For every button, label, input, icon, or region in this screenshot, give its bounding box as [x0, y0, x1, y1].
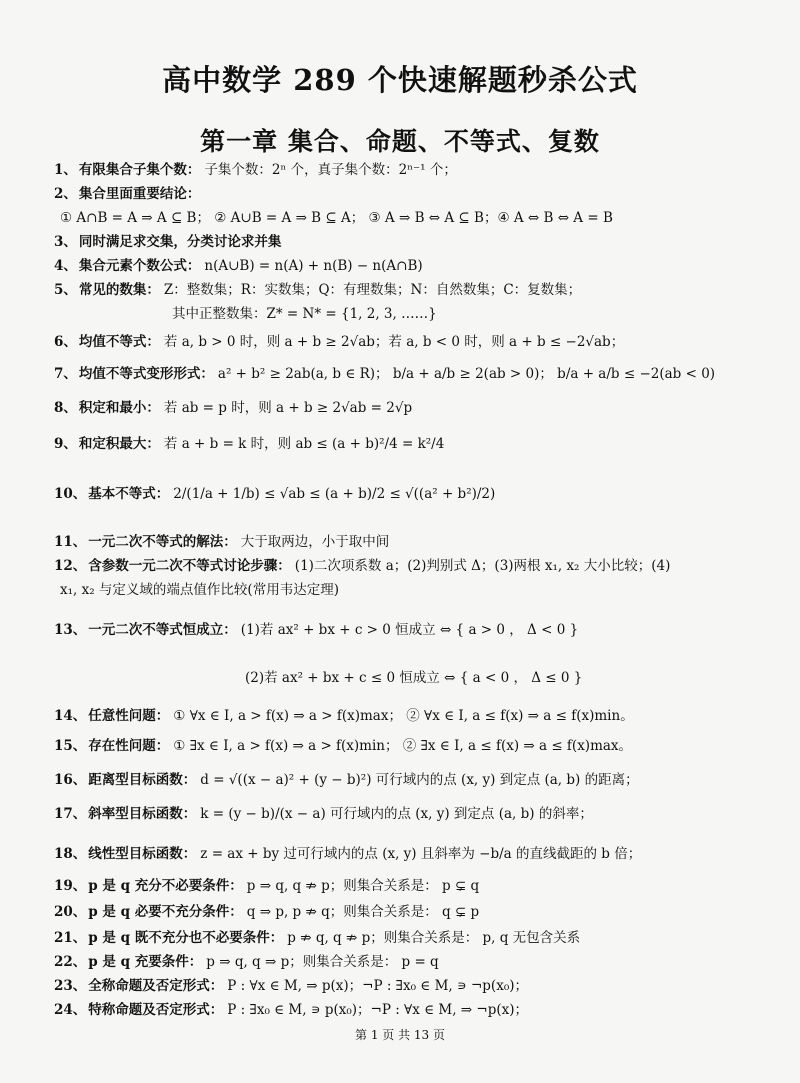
- page-title: 高中数学 289 个快速解题秒杀公式: [162, 63, 638, 97]
- item-body: ① ∃x ∈ I, a > f(x) ⇒ a > f(x)min； ② ∃x ∈ I, a ≤ f(x) ⇒ a ≤ f(x)max。: [173, 738, 633, 754]
- item-number: 16、: [54, 772, 87, 788]
- formula-line: [54, 902, 770, 922]
- item-body: 若 a + b = k 时，则 ab ≤ (a + b)²/4 = k²/4: [163, 436, 445, 452]
- item-number: 3、: [54, 234, 77, 250]
- formula-line: [54, 736, 770, 756]
- item-heading: 任意性问题：: [88, 708, 170, 724]
- item-body: 2/(1/a + 1/b) ≤ √ab ≤ (a + b)/2 ≤ √((a² + b²)/2): [173, 486, 496, 502]
- item-heading: 全称命题及否定形式：: [88, 978, 224, 994]
- item-body: k = (y − b)/(x − a) 可行域内的点 (x, y) 到定点 (a, b) 的斜率；: [200, 806, 593, 822]
- item-body: p ⇒ q, q ⇒ p；则集合关系是： p = q: [206, 954, 439, 970]
- item-body: p ⇏ q, q ⇏ p；则集合关系是： p, q 无包含关系: [287, 930, 581, 946]
- item-number: 18、: [54, 846, 87, 862]
- formula-line: [54, 706, 770, 726]
- formula-line: [54, 398, 770, 418]
- formula-line: [54, 976, 770, 996]
- formula-line: [54, 184, 770, 204]
- formula-line: [54, 364, 770, 384]
- formula-line: [54, 332, 770, 352]
- item-number: 2、: [54, 186, 77, 202]
- item-heading: p 是 q 必要不充分条件：: [88, 904, 243, 920]
- item-heading: 一元二次不等式的解法：: [88, 534, 237, 550]
- formula-line: [54, 304, 770, 324]
- formula-line: [54, 232, 770, 252]
- item-heading: 均值不等式变形形式：: [78, 366, 214, 382]
- item-body: 大于取两边，小于取中间: [240, 534, 390, 550]
- item-body: z = ax + by 过可行域内的点 (x, y) 且斜率为 −b/a 的直线截距的 b 倍；: [200, 846, 642, 862]
- item-body: a² + b² ≥ 2ab(a, b ∈ R)； b/a + a/b ≥ 2(ab > 0)； b/a + a/b ≤ −2(ab < 0): [217, 366, 716, 382]
- formula-line: [54, 928, 770, 948]
- formula-line: [54, 668, 770, 688]
- item-body: n(A∪B) = n(A) + n(B) − n(A∩B): [204, 258, 423, 274]
- item-body: Z：整数集；R：实数集；Q：有理数集；N：自然数集；C：复数集；: [163, 282, 582, 298]
- item-number: 20、: [54, 904, 87, 920]
- item-heading: 常见的数集：: [78, 282, 160, 298]
- page-footer: 第 1 页 共 13 页: [355, 1028, 445, 1042]
- item-body: 子集个数：2ⁿ 个，真子集个数：2ⁿ⁻¹ 个；: [204, 162, 457, 178]
- item-heading: 线性型目标函数：: [88, 846, 197, 862]
- item-body: (2)若 ax² + bx + c ≤ 0 恒成立 ⇔ { a < 0 ， Δ ≤ 0 }: [245, 670, 583, 686]
- item-body: x₁, x₂ 与定义域的端点值作比较(常用韦达定理): [60, 582, 339, 598]
- item-number: 24、: [54, 1002, 87, 1018]
- formula-line: [54, 160, 770, 180]
- formula-line: [54, 208, 770, 228]
- item-number: 19、: [54, 878, 87, 894]
- item-number: 5、: [54, 282, 77, 298]
- item-body: 若 ab = p 时，则 a + b ≥ 2√ab = 2√p: [163, 400, 413, 416]
- formula-line: [54, 770, 770, 790]
- item-number: 10、: [54, 486, 87, 502]
- item-number: 12、: [54, 558, 87, 574]
- item-body: d = √((x − a)² + (y − b)²) 可行域内的点 (x, y) 到定点 (a, b) 的距离；: [200, 772, 639, 788]
- formula-line: [54, 876, 770, 896]
- formula-line: [54, 280, 770, 300]
- item-heading: 有限集合子集个数：: [78, 162, 201, 178]
- item-body: ① A∩B = A ⇒ A ⊆ B； ② A∪B = A ⇒ B ⊆ A； ③ A ⇒ B ⇔ A ⊆ B；④ A ⇔ B ⇔ A = B: [60, 210, 613, 226]
- item-heading: p 是 q 充分不必要条件：: [88, 878, 243, 894]
- item-body: 其中正整数集：Z* = N* = {1, 2, 3, ……}: [172, 306, 437, 322]
- item-number: 17、: [54, 806, 87, 822]
- item-heading: 积定和最小：: [78, 400, 160, 416]
- formula-line: [54, 580, 770, 600]
- formula-line: [54, 532, 770, 552]
- item-body: 若 a, b > 0 时，则 a + b ≥ 2√ab；若 a, b < 0 时，则 a + b ≤ −2√ab；: [163, 334, 625, 350]
- item-body: P : ∀x ∈ M, ⇒ p(x)；¬P : ∃x₀ ∈ M, ∍ ¬p(x₀)；: [227, 978, 528, 994]
- formula-line: [54, 844, 770, 864]
- item-body: ① ∀x ∈ I, a > f(x) ⇒ a > f(x)max； ② ∀x ∈ I, a ≤ f(x) ⇒ a ≤ f(x)min。: [173, 708, 634, 724]
- item-body: P : ∃x₀ ∈ M, ∍ p(x₀)；¬P : ∀x ∈ M, ⇒ ¬p(x)；: [227, 1002, 528, 1018]
- item-heading: 和定积最大：: [78, 436, 160, 452]
- item-heading: 斜率型目标函数：: [88, 806, 197, 822]
- item-heading: 基本不等式：: [88, 486, 170, 502]
- chapter-heading: 第一章 集合、命题、不等式、复数: [200, 127, 600, 156]
- item-heading: 集合元素个数公式：: [78, 258, 201, 274]
- item-body: p ⇒ q, q ⇏ p；则集合关系是： p ⊊ q: [246, 878, 480, 894]
- formula-line: [54, 804, 770, 824]
- item-heading: p 是 q 既不充分也不必要条件：: [88, 930, 284, 946]
- item-heading: 存在性问题：: [88, 738, 170, 754]
- item-heading: 集合里面重要结论：: [78, 186, 201, 202]
- item-number: 1、: [54, 162, 77, 178]
- item-number: 4、: [54, 258, 77, 274]
- item-number: 22、: [54, 954, 87, 970]
- formula-line: [54, 1000, 770, 1020]
- item-number: 14、: [54, 708, 87, 724]
- item-heading: 距离型目标函数：: [88, 772, 197, 788]
- item-number: 23、: [54, 978, 87, 994]
- item-number: 21、: [54, 930, 87, 946]
- item-number: 6、: [54, 334, 77, 350]
- formula-line: [54, 556, 770, 576]
- item-number: 8、: [54, 400, 77, 416]
- item-body: q ⇒ p, p ⇏ q；则集合关系是： q ⊊ p: [246, 904, 480, 920]
- formula-line: [54, 256, 770, 276]
- formula-line: [54, 620, 770, 640]
- item-heading: p 是 q 充要条件：: [88, 954, 203, 970]
- item-heading: 特称命题及否定形式：: [88, 1002, 224, 1018]
- formula-line: [54, 434, 770, 454]
- item-body: (1)若 ax² + bx + c > 0 恒成立 ⇔ { a > 0 ， Δ < 0 }: [240, 622, 579, 638]
- formula-line: [54, 952, 770, 972]
- item-number: 11、: [54, 534, 87, 550]
- item-number: 15、: [54, 738, 87, 754]
- item-heading: 均值不等式：: [78, 334, 160, 350]
- formula-line: [54, 484, 770, 504]
- item-heading: 一元二次不等式恒成立：: [88, 622, 237, 638]
- item-heading: 含参数一元二次不等式讨论步骤：: [88, 558, 291, 574]
- item-number: 9、: [54, 436, 77, 452]
- item-number: 13、: [54, 622, 87, 638]
- item-number: 7、: [54, 366, 77, 382]
- item-body: (1)二次项系数 a；(2)判别式 Δ；(3)两根 x₁, x₂ 大小比较；(4): [294, 558, 671, 574]
- item-heading: 同时满足求交集，分类讨论求并集: [78, 234, 282, 250]
